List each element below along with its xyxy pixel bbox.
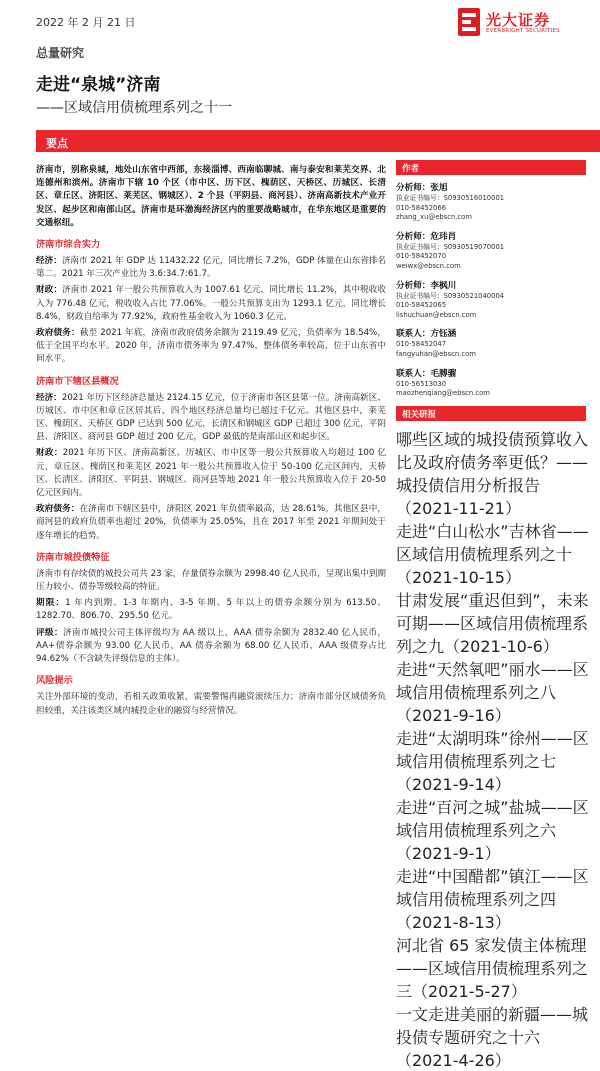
related-report-link[interactable]: 走进“天然氧吧”丽水——区域信用债梳理系列之八（2021-9-16） bbox=[396, 659, 589, 725]
paragraph-label: 经济： bbox=[36, 392, 62, 403]
paragraph-text: 2021 年历下区、济南高新区、历城区、市中区等一般公共预算收入均超过 100 亿元，章丘区、槐荫区和莱芜区 2021 年一般公共预算收入位于 50-100 亿元区间内，天桥区、长清区、济阳区、平阴县、钢城区、商河县等地 2021 年一般公共预算收入位于 20-50 亿元区间内。 bbox=[36, 448, 386, 499]
key-points-banner: 要点 bbox=[36, 130, 391, 152]
paragraph-label: 财政： bbox=[36, 285, 62, 296]
contact-phone: 010-58452047 bbox=[396, 340, 447, 349]
contact-name: 联系人：方钰涵 bbox=[396, 329, 457, 340]
analyst-card bbox=[396, 279, 596, 321]
analyst-card bbox=[396, 230, 596, 272]
paragraph bbox=[36, 447, 386, 500]
paragraph bbox=[36, 392, 386, 445]
logo-text: 光大证券 bbox=[486, 11, 551, 29]
banner-side-bar bbox=[391, 130, 600, 152]
paragraph bbox=[36, 503, 386, 543]
section-heading: 济南市城投债特征 bbox=[36, 551, 110, 563]
related-report-link[interactable]: 一文走进美丽的新疆——城投债专题研究之十六（2021-4-26） bbox=[396, 1004, 589, 1070]
analyst-email[interactable]: weiwx@ebscn.com bbox=[396, 261, 461, 270]
section-heading: 济南市综合实力 bbox=[36, 239, 101, 251]
logo-text-en: EVERBRIGHT SECURITIES bbox=[486, 28, 560, 34]
section-heading: 济南市下辖区县概况 bbox=[36, 375, 119, 387]
related-report-link[interactable]: 走进“白山松水”吉林省——区域信用债梳理系列之十（2021-10-15） bbox=[396, 521, 589, 587]
paragraph-text: 济南市 2021 年 GDP 达 11432.22 亿元，同比增长 7.2%，GDP 体量在山东省排名第二。2021 年三次产业比为 3.6:34.7:61.7。 bbox=[36, 256, 386, 280]
contact-phone: 010-56513030 bbox=[396, 379, 447, 388]
analyst-email[interactable]: zhang_xu@ebscn.com bbox=[396, 213, 472, 222]
contact-name: 联系人：毛膊骝 bbox=[396, 368, 457, 379]
paragraph-text: 济南市城投公司主体评级均为 AA 级以上，AAA 债券余额为 2832.40 亿人民币，AA+债券余额为 93.00 亿人民币，AA 债券余额为 68.00 亿人民币，AAA 级债券占比 94.62%（不含缺失评级信息的主体）。 bbox=[36, 627, 386, 665]
paragraph-label: 政府债务： bbox=[36, 328, 80, 339]
paragraph bbox=[36, 691, 386, 717]
related-report-link[interactable]: 走进“中国醋都”镇江——区域信用债梳理系列之四（2021-8-13） bbox=[396, 866, 589, 932]
paragraph bbox=[36, 284, 386, 324]
related-reports-heading: 相关研报 bbox=[396, 406, 586, 421]
paragraph-label: 经济： bbox=[36, 256, 62, 267]
authors-heading: 作者 bbox=[396, 160, 586, 175]
paragraph bbox=[36, 597, 386, 623]
paragraph-label: 评级： bbox=[36, 627, 63, 638]
section-heading: 风险提示 bbox=[36, 675, 73, 687]
analyst-cert: 执业证书编号：S0930521040004 bbox=[396, 291, 505, 300]
analyst-phone: 010-58452066 bbox=[396, 203, 447, 212]
paragraph-text: 在济南市下辖区县中，济阳区 2021 年负债率最高，达 28.61%。其他区县中，商河县的政府负债率也超过 20%，负债率为 25.05%，且在 2017 年至 2021 年期间处于逐年增长的趋势。 bbox=[36, 504, 386, 541]
analyst-cert: 执业证书编号：S0930516010001 bbox=[396, 194, 505, 202]
contact-email[interactable]: fangyuhan@ebscn.com bbox=[396, 349, 476, 358]
analyst-phone: 010-58452070 bbox=[396, 252, 447, 261]
everbright-logo-icon bbox=[458, 8, 480, 36]
paragraph-label: 期限： bbox=[36, 598, 66, 609]
analyst-email[interactable]: lishuchuan@ebscn.com bbox=[396, 310, 477, 319]
paragraph-label: 财政： bbox=[36, 448, 63, 459]
contact-email[interactable]: maozhenqiang@ebscn.com bbox=[396, 389, 490, 398]
sidebar bbox=[396, 160, 596, 1071]
paragraph-text: 济南市有存续债的城投公司共 23 家，存量债券余额为 2998.40 亿人民币，呈现出集中到期压力较小、债券等级较高的特征。 bbox=[36, 568, 386, 593]
analyst-name: 分析师：李枫川 bbox=[396, 280, 457, 291]
report-category: 总量研究 bbox=[36, 46, 85, 60]
related-report-link[interactable]: 河北省 65 家发债主体梳理——区域信用债梳理系列之三（2021-5-27） bbox=[396, 935, 589, 1001]
paragraph-label: 政府债务： bbox=[36, 504, 80, 515]
paragraph-text: 截至 2021 年底，济南市政府债务余额为 2119.49 亿元，负债率为 18.54%，低于全国平均水平。2020 年，济南市债务率为 97.47%，整体债务率较高，位于山东省中间水平。 bbox=[36, 328, 386, 365]
related-report-link[interactable]: 走进“百河之城”盐城——区域信用债梳理系列之六（2021-9-1） bbox=[396, 797, 589, 863]
paragraph-text: 1 年内到期、1-3 年期内、3-5 年期、5 年以上的债券余额分别为 613.50、1282.70、806.70、295.50 亿元。 bbox=[36, 598, 386, 622]
paragraph bbox=[36, 568, 386, 594]
paragraph-text: 关注外部环境的变动，若相关政策收紧，需要警惕再融资滚续压力；济南市部分区域债务负担较重，关注该类区域内城投企业的融资与经营情况。 bbox=[36, 692, 386, 716]
contact-card bbox=[396, 327, 596, 359]
report-subtitle: ——区域信用债梳理系列之十一 bbox=[36, 100, 232, 116]
paragraph-text: 济南市 2021 年一般公共预算收入为 1007.61 亿元，同比增长 11.2%，其中税收收入为 776.48 亿元，税收收入占比 77.06%。一般公共预算支出为 1293.1 亿元，同比增长 8.4%，财政自给率为 77.92%，政府性基金收入为 1060.3 亿元。 bbox=[36, 285, 386, 322]
report-date: 2022 年 2 月 21 日 bbox=[36, 16, 136, 29]
analyst-phone: 010-58452065 bbox=[396, 301, 447, 310]
paragraph bbox=[36, 255, 386, 281]
related-report-link[interactable]: 甘肃发展“重迟但到”，未来可期——区域信用债梳理系列之九（2021-10-6） bbox=[396, 590, 589, 656]
main-content bbox=[36, 160, 386, 721]
analyst-name: 分析师：危玮肖 bbox=[396, 231, 457, 242]
brand-logo bbox=[458, 6, 598, 42]
related-report-link[interactable]: 走进“太湖明珠”徐州——区域信用债梳理系列之七（2021-9-14） bbox=[396, 728, 589, 794]
paragraph-text: 2021 年历下区经济总量达 2124.15 亿元，位于济南市各区县第一位。济南高新区、历城区、市中区和章丘区居其后，四个地区经济总量均已超过千亿元。其他区县中，莱芜区、槐荫区、天桥区 GDP 已达到 500 亿元，长清区和钢城区 GDP 已超过 300 亿元，平阴县、济阳区、商河县 GDP 超过 200 亿元，GDP 最低的是南部山区和起步区。 bbox=[36, 392, 386, 443]
paragraph bbox=[36, 627, 386, 667]
paragraph bbox=[36, 327, 386, 367]
contact-card bbox=[396, 367, 596, 399]
report-title: 走进“泉城”济南 bbox=[36, 75, 161, 95]
analyst-card bbox=[396, 181, 596, 223]
analyst-name: 分析师：张旭 bbox=[396, 183, 448, 193]
lead-paragraph: 济南市，别称泉城，地处山东省中西部，东接淄博、西南临聊城、南与泰安和莱芜交界、北连德州和滨州。济南市下辖 10 个区（市中区、历下区、槐荫区、天桥区、历城区、长清区、章丘区、济阳区、莱芜区、钢城区）、2 个县（平阴县、商河县）、济南高新技术产业开发区、起步区和南部山区。济南市是环渤海经济区内的重要战略城市，在华东地区是重要的交通枢纽。 bbox=[36, 165, 386, 228]
related-report-link[interactable]: 哪些区域的城投债预算收入比及政府债务率更低？——城投债信用分析报告（2021-11-21） bbox=[396, 429, 589, 518]
analyst-cert: 执业证书编号：S0930519070001 bbox=[396, 242, 505, 251]
